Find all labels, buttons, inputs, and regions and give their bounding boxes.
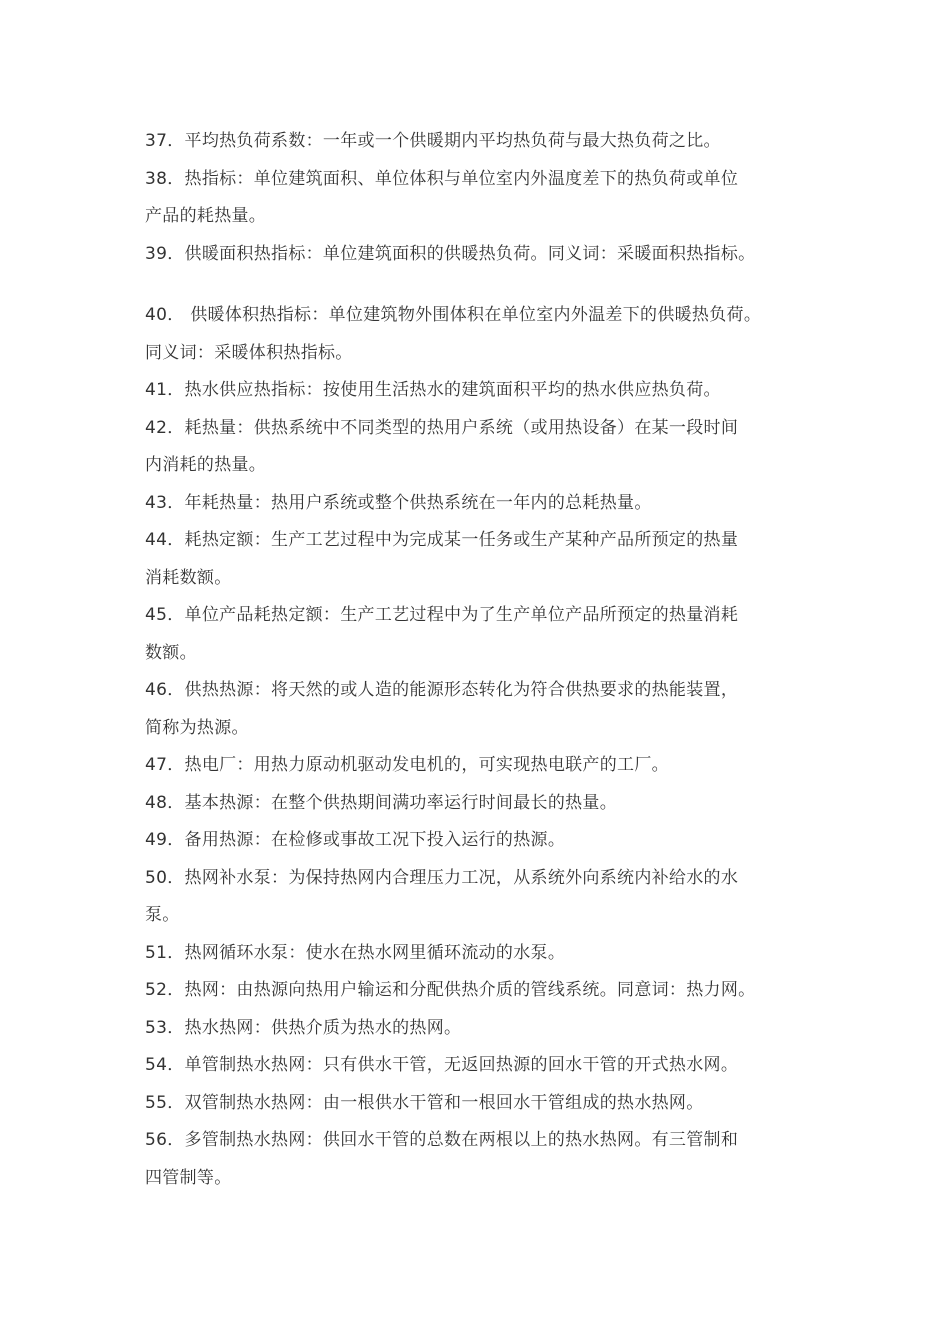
text-line-55: 55．双管制热水热网：由一根供水干管和一根回水干管组成的热水热网。 <box>145 1092 704 1113</box>
text-line-44-cont: 消耗数额。 <box>145 567 232 588</box>
text-line-47: 47．热电厂：用热力原动机驱动发电机的，可实现热电联产的工厂。 <box>145 755 669 775</box>
text-line-39: 39．供暖面积热指标：单位建筑面积的供暖热负荷。同义词：采暖面积热指标。 <box>145 243 756 264</box>
text-line-56: 56．多管制热水热网：供回水干管的总数在两根以上的热水热网。有三管制和 <box>145 1130 739 1150</box>
text-line-48: 48．基本热源：在整个供热期间满功率运行时间最长的热量。 <box>145 792 618 813</box>
text-line-40-cont: 同义词：采暖体积热指标。 <box>145 342 353 363</box>
text-line-40: 40． 供暖体积热指标：单位建筑物外围体积在单位室内外温差下的供暖热负荷。 <box>145 305 762 325</box>
text-line-53: 53．热水热网：供热介质为热水的热网。 <box>145 1017 462 1038</box>
text-line-38-cont: 产品的耗热量。 <box>145 206 267 226</box>
text-line-43: 43．年耗热量：热用户系统或整个供热系统在一年内的总耗热量。 <box>145 492 652 513</box>
text-line-56-cont: 四管制等。 <box>145 1167 232 1188</box>
text-line-45: 45．单位产品耗热定额：生产工艺过程中为了生产单位产品所预定的热量消耗 <box>145 605 739 625</box>
text-line-38: 38．热指标：单位建筑面积、单位体积与单位室内外温度差下的热负荷或单位 <box>145 168 739 189</box>
text-line-50-cont: 泵。 <box>145 905 180 925</box>
text-line-42-cont: 内消耗的热量。 <box>145 455 267 475</box>
text-line-44: 44．耗热定额：生产工艺过程中为完成某一任务或生产某种产品所预定的热量 <box>145 530 739 550</box>
document-page <box>145 123 825 1197</box>
text-line-49: 49．备用热源：在检修或事故工况下投入运行的热源。 <box>145 830 566 850</box>
text-line-54: 54．单管制热水热网：只有供水干管，无返回热源的回水干管的开式热水网。 <box>145 1055 739 1075</box>
text-line-45-cont: 数额。 <box>145 642 197 663</box>
text-line-41: 41．热水供应热指标：按使用生活热水的建筑面积平均的热水供应热负荷。 <box>145 380 721 400</box>
text-line-52: 52．热网：由热源向热用户输运和分配供热介质的管线系统。同意词：热力网。 <box>145 980 756 1000</box>
text-line-50: 50．热网补水泵：为保持热网内合理压力工况，从系统外向系统内补给水的水 <box>145 867 739 888</box>
text-line-37: 37．平均热负荷系数：一年或一个供暖期内平均热负荷与最大热负荷之比。 <box>145 131 721 151</box>
text-line-46: 46．供热热源：将天然的或人造的能源形态转化为符合供热要求的热能装置， <box>145 680 739 700</box>
paragraph-gap <box>145 273 825 297</box>
text-line-46-cont: 简称为热源。 <box>145 717 249 738</box>
text-line-51: 51．热网循环水泵：使水在热水网里循环流动的水泵。 <box>145 942 566 963</box>
text-line-42: 42．耗热量：供热系统中不同类型的热用户系统（或用热设备）在某一段时间 <box>145 417 739 438</box>
